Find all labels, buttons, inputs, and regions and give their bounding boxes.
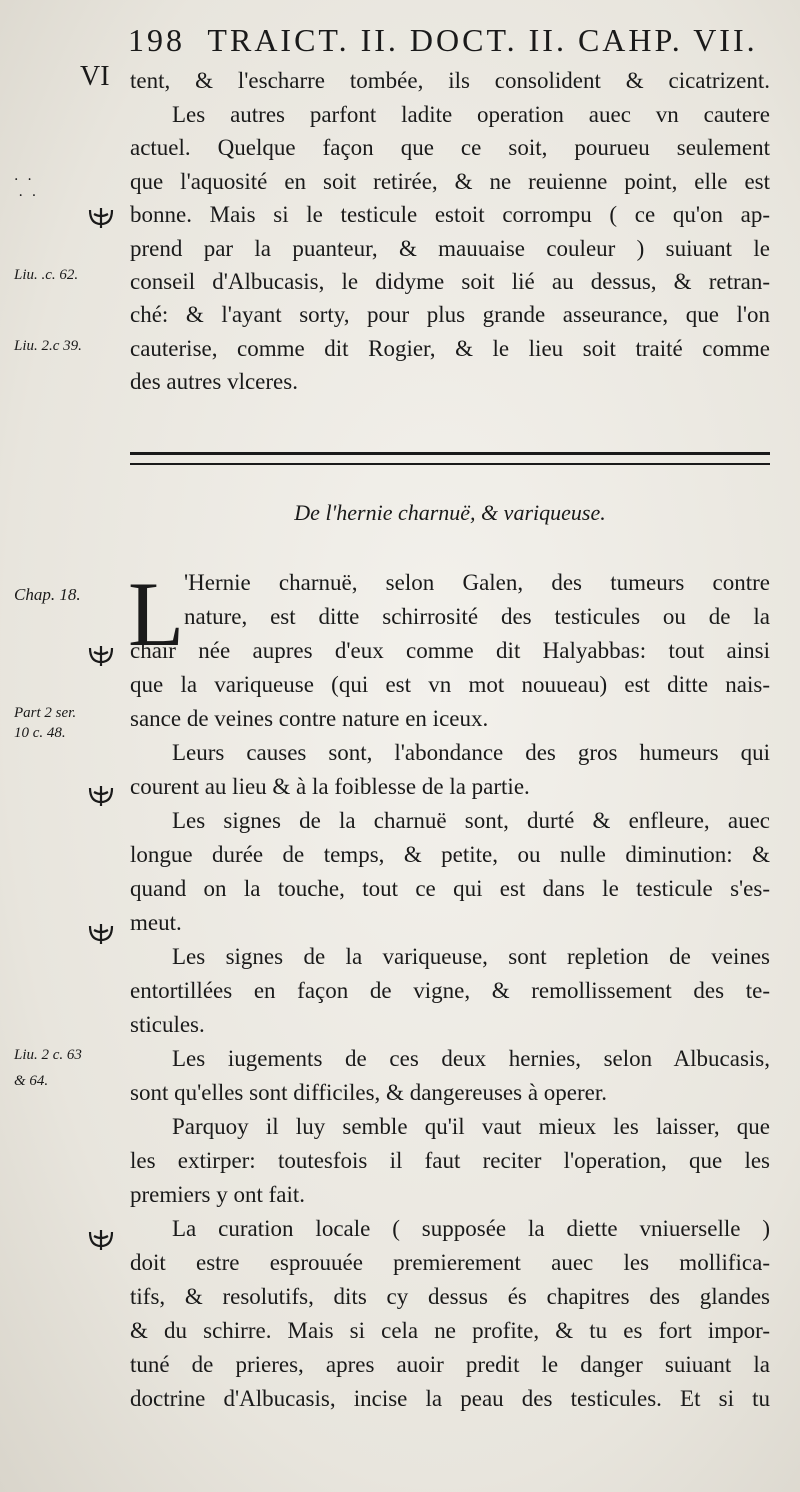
text-line: Leurs causes sont, l'abondance des gros humeurs qui	[172, 740, 770, 765]
paragraph-mark-icon	[86, 204, 116, 230]
page-number: 198	[128, 22, 185, 58]
text-line: bonne. Mais si le testicule estoit corrompu ( ce qu'on ap-	[130, 202, 770, 227]
text-line: tent, & l'escharre tombée, ils consolident & cicatrizent.	[130, 68, 770, 93]
text-line: Parquoy il luy semble qu'il vaut mieux les laisser, que	[172, 1114, 770, 1139]
text-line: longue durée de temps, & petite, ou nulle diminution: &	[130, 842, 770, 867]
section-heading: De l'hernie charnuë, & variqueuse.	[294, 500, 606, 525]
text-line: cauterise, comme dit Rogier, & le lieu soit traité comme	[130, 336, 770, 361]
text-line: quand on la touche, tout ce qui est dans le testicule s'es-	[130, 876, 770, 901]
text-line: sance de veines contre nature en iceux.	[130, 706, 489, 731]
text-line: sticules.	[130, 1012, 205, 1037]
text-line: conseil d'Albucasis, le didyme soit lié au dessus, & retran-	[130, 269, 770, 294]
text-line: tifs, & resolutifs, dits cy dessus és chapitres des glandes	[130, 1284, 770, 1309]
paragraph-mark-icon	[86, 642, 116, 668]
text-line: meut.	[130, 910, 182, 935]
text-line: actuel. Quelque façon que ce soit, pourueu seulement	[130, 135, 770, 160]
text-line: que l'aquosité en soit retirée, & ne reuienne point, elle est	[130, 169, 770, 194]
margin-note-part-2: Part 2 ser.	[14, 705, 77, 721]
text-line: premiers y ont fait.	[130, 1182, 306, 1207]
ink-dots: · · · ·	[14, 172, 37, 204]
text-line: doit estre esprouuée premierement auec les mollifica-	[130, 1250, 770, 1275]
text-line: que la variqueuse (qui est vn mot nouueau) est ditte nais-	[130, 672, 770, 697]
margin-note-10-c48: 10 c. 48.	[14, 725, 66, 741]
paragraph-mark-icon	[86, 782, 116, 808]
margin-note-liu-2-c63: Liu. 2 c. 63	[14, 1047, 82, 1063]
margin-note-liu-2-c39: Liu. 2.c 39.	[14, 338, 82, 354]
text-line: La curation locale ( supposée la diette vniuerselle )	[172, 1216, 770, 1241]
drop-cap: L	[128, 563, 185, 665]
paragraph-mark-icon	[86, 920, 116, 946]
running-header	[128, 22, 768, 62]
text-line: ché: & l'ayant sorty, pour plus grande asseurance, que l'on	[130, 302, 770, 327]
text-line: Les iugements de ces deux hernies, selon Albucasis,	[172, 1046, 770, 1071]
margin-chapter-mark: VI	[80, 61, 110, 92]
text-line: entortillées en façon de vigne, & remollissement des te-	[130, 978, 770, 1003]
text-line: Les signes de la charnuë sont, durté & enfleure, auec	[172, 808, 770, 833]
text-line: chair née aupres d'eux comme dit Halyabbas: tout ainsi	[130, 638, 770, 663]
text-line: sont qu'elles sont difficiles, & dangereuses à operer.	[130, 1080, 608, 1105]
text-line: des autres vlceres.	[130, 369, 298, 394]
text-line: & du schirre. Mais si cela ne profite, & tu es fort impor-	[130, 1318, 770, 1343]
margin-note-liu-c62: Liu. .c. 62.	[14, 267, 79, 283]
running-title: TRAICT. II. DOCT. II. CAHP. VII.	[207, 22, 758, 58]
text-line: prend par la puanteur, & mauuaise couleur ) suiuant le	[130, 236, 770, 261]
margin-note-64: & 64.	[14, 1073, 49, 1089]
paragraph-mark-icon	[86, 1226, 116, 1252]
text-line: tuné de prieres, apres auoir predit le danger suiuant la	[130, 1352, 770, 1377]
text-line: doctrine d'Albucasis, incise la peau des testicules. Et si tu	[130, 1386, 770, 1411]
margin-note-chap-18: Chap. 18.	[14, 585, 81, 604]
text-line: nature, est ditte schirrosité des testicules ou de la	[184, 604, 770, 629]
text-line: les extirper: toutesfois il faut reciter l'operation, que les	[130, 1148, 770, 1173]
text-line: Les autres parfont ladite operation auec vn cautere	[172, 102, 770, 127]
section-divider	[130, 452, 770, 465]
text-line: courent au lieu & à la foiblesse de la partie.	[130, 774, 530, 799]
text-line: Les signes de la variqueuse, sont repletion de veines	[172, 944, 770, 969]
text-line: 'Hernie charnuë, selon Galen, des tumeurs contre	[184, 570, 770, 595]
